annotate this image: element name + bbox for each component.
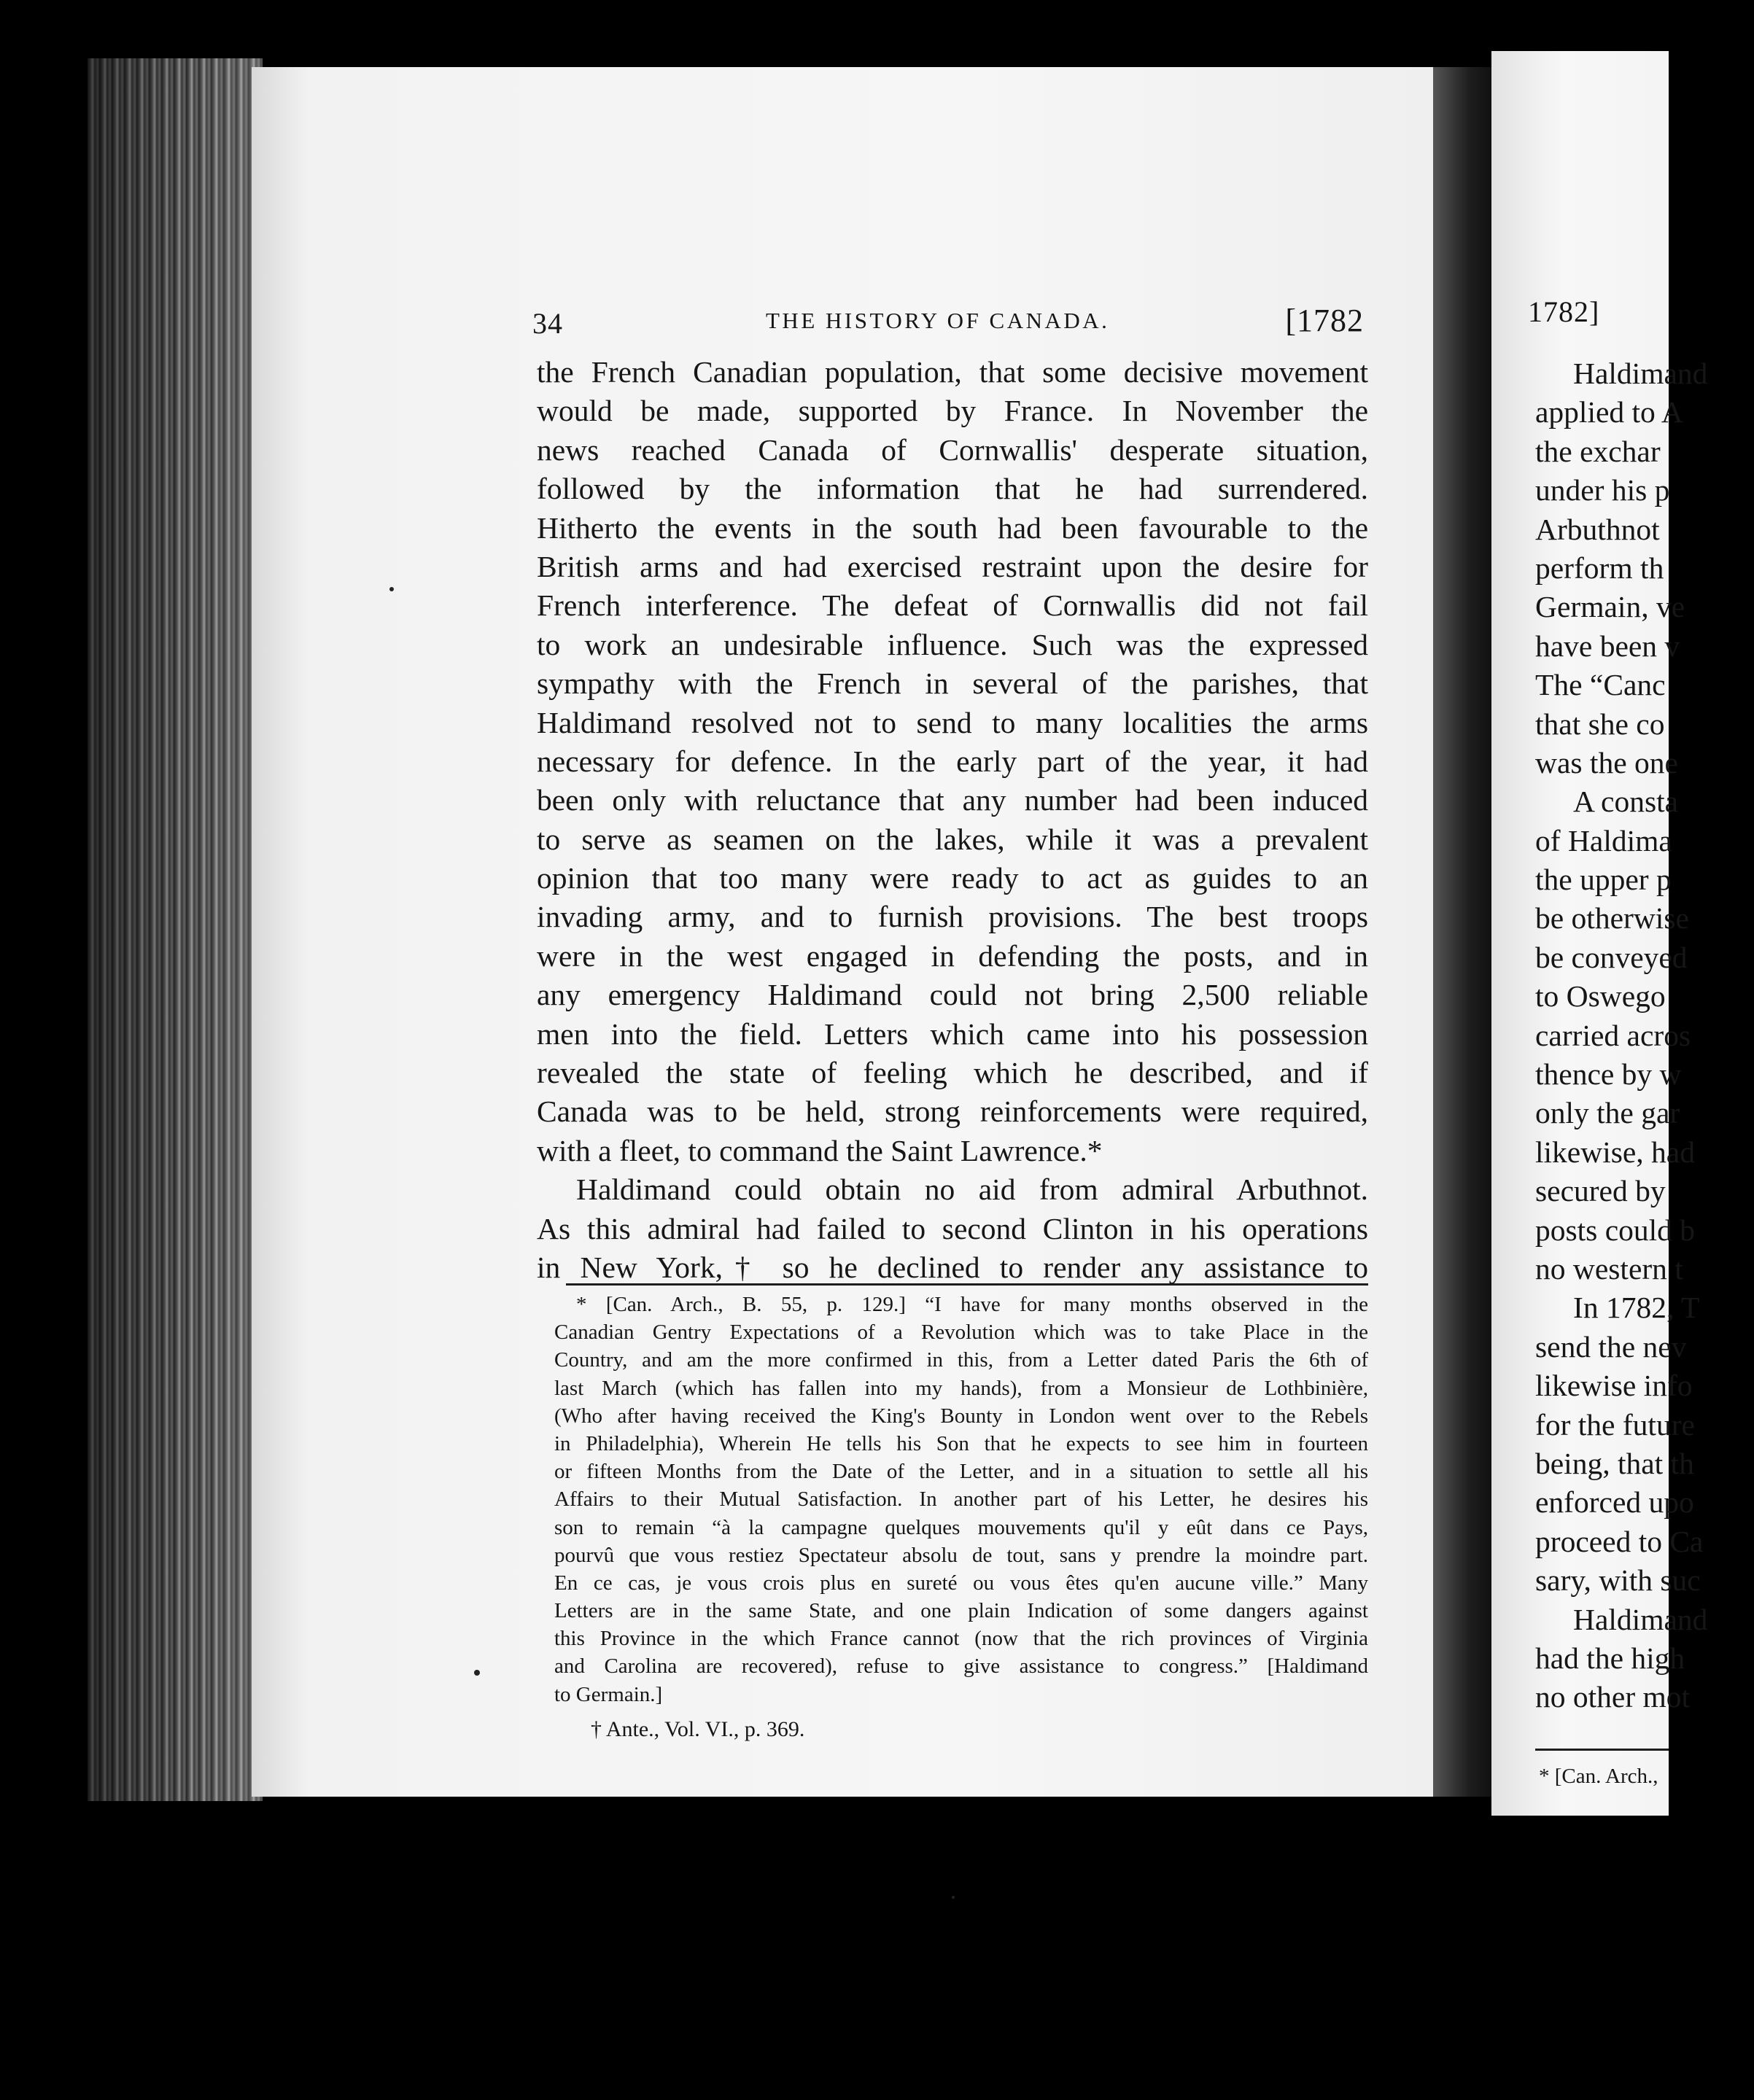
right-page-content — [1491, 0, 1708, 2100]
right-body-line: Haldimand — [1573, 1602, 1708, 1636]
right-body-line: have been v — [1535, 629, 1680, 663]
page-number: 34 — [532, 307, 563, 340]
right-footnote: * [Can. Arch., — [1539, 1765, 1658, 1788]
body-line: news reached Canada of Cornwallis' desperate situation, — [537, 432, 1368, 467]
running-year: [1782 — [1285, 303, 1364, 338]
right-body-line: A consta — [1573, 785, 1679, 819]
body-line: As this admiral had failed to second Clinton in his operations — [537, 1211, 1368, 1245]
right-body-line: the upper p — [1535, 863, 1672, 897]
footnote-line: and Carolina are recovered), refuse to give assistance to congress.” [Haldimand — [554, 1654, 1368, 1679]
footnote-line: * [Can. Arch., B. 55, p. 129.] “I have for many months observed in the — [576, 1293, 1368, 1316]
body-line: been only with reluctance that any number had been induced — [537, 783, 1368, 817]
footnote-line: pourvû que vous restiez Spectateur absolu de tout, sans y prendre la moindre part. — [554, 1543, 1368, 1567]
right-body-line: Germain, ve — [1535, 590, 1685, 624]
right-body-line: proceed to Ca — [1535, 1524, 1704, 1558]
footnote-line: in Philadelphia), Wherein He tells his Son that he expects to see him in fourteen — [554, 1431, 1368, 1455]
right-body-line: that she co — [1535, 707, 1665, 741]
footnote-rule — [566, 1283, 1368, 1286]
footnote-line: Country, and am the more confirmed in this, from a Letter dated Paris the 6th of — [554, 1348, 1368, 1372]
right-body-line: the exchar — [1535, 434, 1661, 468]
right-body-line: had the high — [1535, 1641, 1685, 1675]
right-body-line: no other mot — [1535, 1680, 1691, 1714]
scan-speck — [474, 1670, 480, 1676]
body-line: to serve as seamen on the lakes, while it was a prevalent — [537, 822, 1368, 856]
right-body-line: thence by w — [1535, 1057, 1682, 1092]
dagger-footnote: † Ante., Vol. VI., p. 369. — [591, 1716, 805, 1741]
right-body-line: secured by — [1535, 1174, 1666, 1208]
body-text — [537, 353, 1368, 1287]
right-body-line: likewise, had — [1535, 1135, 1695, 1169]
right-body-line: be otherwise — [1535, 901, 1689, 936]
body-line: necessary for defence. In the early part of the year, it had — [537, 744, 1368, 778]
body-line: any emergency Haldimand could not bring 2,500 reliable — [537, 978, 1368, 1012]
right-body-line: being, that th — [1535, 1446, 1694, 1480]
right-body-line: enforced upo — [1535, 1485, 1694, 1520]
right-body-line: sary, with suc — [1535, 1563, 1701, 1598]
body-line: sympathy with the French in several of the parishes, that — [537, 666, 1368, 701]
footnote-line: to Germain.] — [554, 1682, 663, 1706]
footnote-line: or fifteen Months from the Date of the Letter, and in a situation to settle all his — [554, 1460, 1368, 1484]
right-body-line: for the future — [1535, 1407, 1695, 1442]
footnote-line: this Province in the which France cannot (now that the rich provinces of Virginia — [554, 1627, 1368, 1651]
body-line: revealed the state of feeling which he described, and if — [537, 1056, 1368, 1090]
body-line: Hitherto the events in the south had been favourable to the — [537, 510, 1368, 545]
right-body-line: posts could b — [1535, 1213, 1696, 1247]
body-line: Canada was to be held, strong reinforcements were required, — [537, 1094, 1368, 1129]
body-line: French interference. The defeat of Cornwallis did not fail — [537, 588, 1368, 623]
right-body-line: only the gar — [1535, 1096, 1680, 1130]
body-line: would be made, supported by France. In November the — [537, 394, 1368, 428]
right-body-text — [1535, 354, 1754, 1717]
right-body-line: send the nev — [1535, 1329, 1687, 1364]
footnote-line: last March (which has fallen into my hands), from a Monsieur de Lothbinière, — [554, 1376, 1368, 1400]
right-body-line: In 1782, T — [1573, 1291, 1700, 1325]
right-body-line: of Haldima — [1535, 823, 1672, 858]
footnote-line: Canadian Gentry Expectations of a Revolution which was to take Place in the — [554, 1321, 1368, 1345]
footnotes — [554, 1291, 1368, 1743]
right-body-line: applied to A — [1535, 395, 1683, 429]
footnote-line: Affairs to their Mutual Satisfaction. In another part of his Letter, he desires his — [554, 1488, 1368, 1512]
right-body-line: to Oswego — [1535, 979, 1666, 1014]
right-body-line: was the one — [1535, 745, 1678, 779]
right-body-line: perform th — [1535, 551, 1664, 585]
right-body-line: no western t — [1535, 1251, 1683, 1286]
scan-speck — [389, 587, 394, 591]
footnote-line: (Who after having received the King's Bounty in London went over to the Rebels — [554, 1404, 1368, 1428]
running-title: THE HISTORY OF CANADA. — [766, 308, 1110, 333]
right-running-year: 1782] — [1528, 295, 1600, 328]
body-line: invading army, and to furnish provisions. The best troops — [537, 900, 1368, 934]
footnote-line: En ce cas, je vous crois plus en sureté ou vous êtes qu'en aucune ville.” Many — [554, 1571, 1368, 1595]
running-head — [532, 303, 1364, 343]
body-line: men into the field. Letters which came into his possession — [537, 1016, 1368, 1051]
scan-speck — [952, 1896, 955, 1899]
body-line: in New York,† so he declined to render any assistance to — [537, 1250, 1368, 1284]
right-body-line: Haldimand — [1573, 357, 1708, 390]
right-body-line: Arbuthnot — [1535, 512, 1660, 546]
right-body-line: The “Canc — [1535, 668, 1666, 702]
right-footnote-rule — [1535, 1749, 1669, 1751]
right-body-line: under his p — [1535, 473, 1670, 508]
book-gutter — [1433, 67, 1499, 1797]
right-body-line: likewise info — [1535, 1369, 1693, 1403]
body-line: with a fleet, to command the Saint Lawrence.* — [537, 1133, 1103, 1167]
body-line: Haldimand could obtain no aid from admiral Arbuthnot. — [576, 1172, 1368, 1207]
body-line: to work an undesirable influence. Such was the expressed — [537, 627, 1368, 661]
footnote-line: Letters are in the same State, and one plain Indication of some dangers against — [554, 1599, 1368, 1623]
body-line: followed by the information that he had surrendered. — [537, 472, 1368, 506]
body-line: the French Canadian population, that some decisive movement — [537, 355, 1368, 389]
right-body-line: carried acros — [1535, 1018, 1691, 1052]
right-body-line: be conveyed — [1535, 940, 1688, 974]
body-line: were in the west engaged in defending the posts, and in — [537, 938, 1368, 973]
body-line: British arms and had exercised restraint upon the desire for — [537, 549, 1368, 583]
page-edges-shadow — [88, 58, 263, 1801]
footnote-line: son to remain “à la campagne quelques mouvements qu'il y eût dans ce Pays, — [554, 1515, 1368, 1539]
body-line: Haldimand resolved not to send to many localities the arms — [537, 705, 1368, 739]
body-line: opinion that too many were ready to act as guides to an — [537, 861, 1368, 895]
